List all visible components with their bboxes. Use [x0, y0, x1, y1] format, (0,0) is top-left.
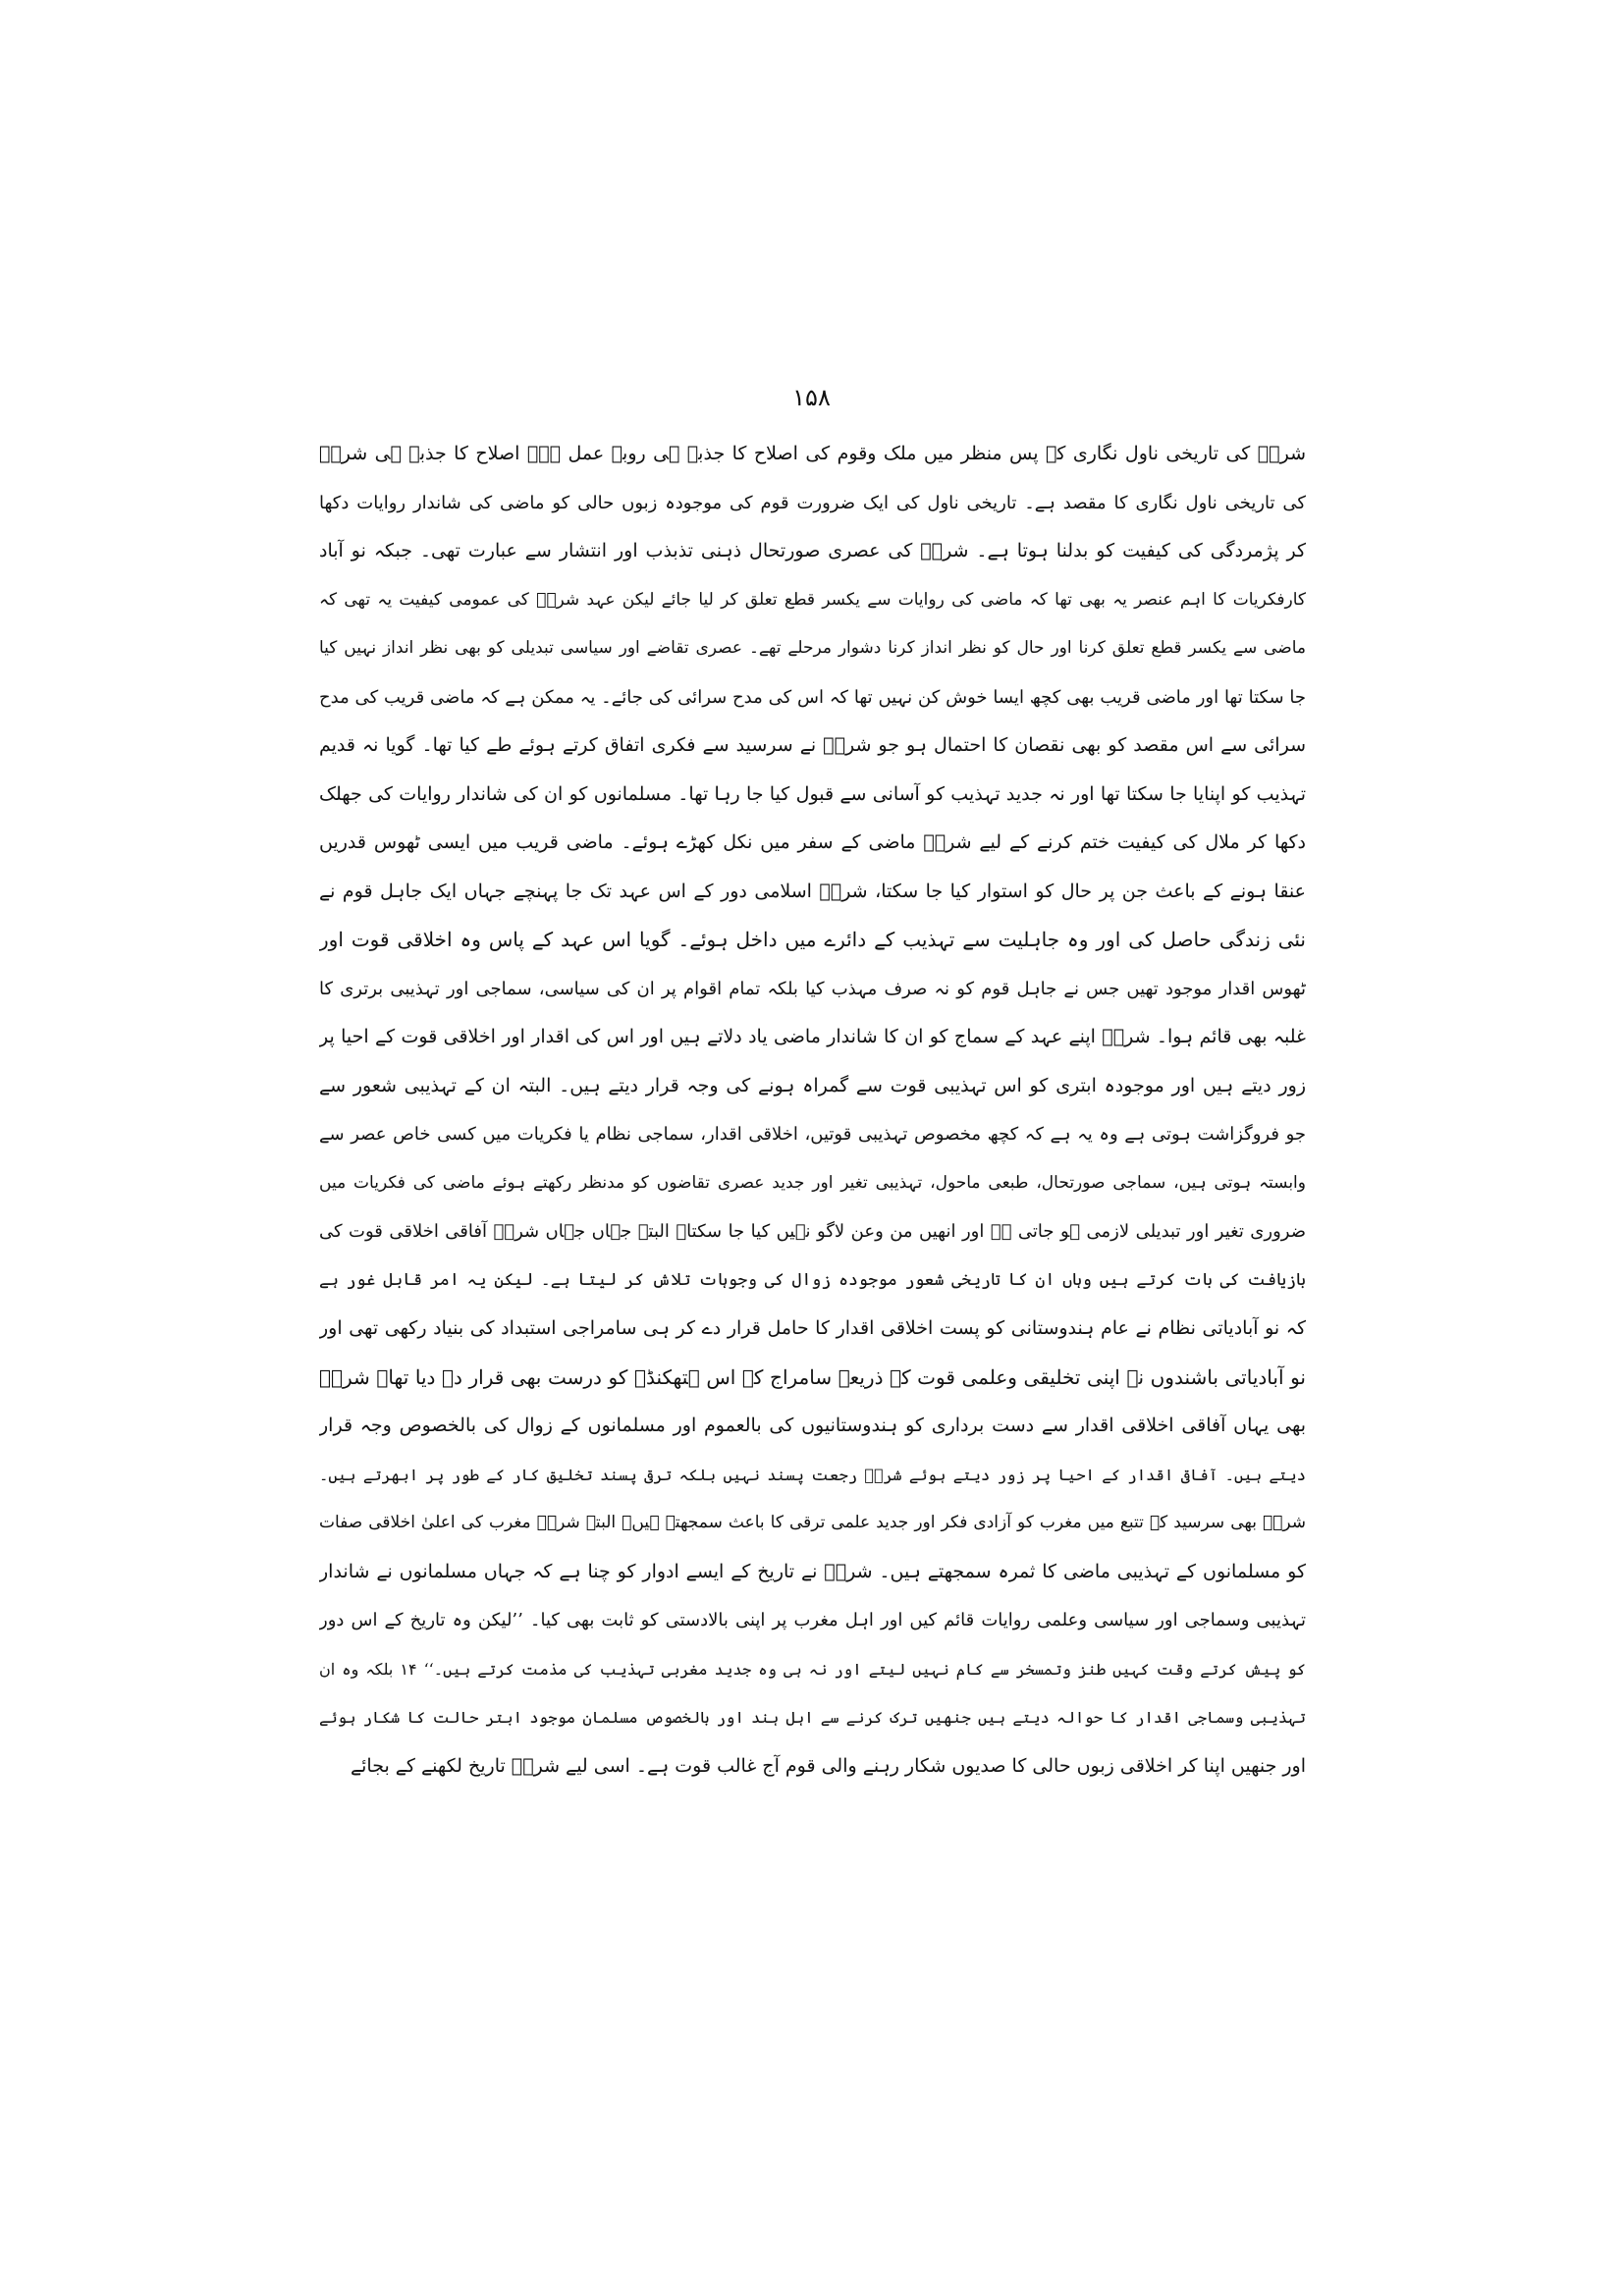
text-line: نئی زندگی حاصل کی اور وہ جاہلیت سے تہذیب کے دائرے میں داخل ہوئے۔ گویا اس عہد کے پاس وہ اخلاقی قوت اور: [319, 928, 1306, 951]
text-line: نو آبادیاتی باشندوں نے اپنی تخلیقی وعلمی قوت کے ذریعے سامراج کے اس ہتھکنڈے کو درست بھی قرار دے دیا تھا۔ شررؔ: [319, 1364, 1306, 1389]
text-line: کر پژمردگی کی کیفیت کو بدلنا ہوتا ہے۔ شررؔ کی عصری صورتحال ذہنی تذبذب اور انتشار سے عبارت تھی۔ جبکہ نو آباد: [319, 540, 1306, 561]
text-line: ٹھوس اقدار موجود تھیں جس نے جاہل قوم کو نہ صرف مہذب کیا بلکہ تمام اقوام پر ان کی سیاسی، سماجی اور تہذیبی برتری کا: [319, 978, 1306, 999]
page-number: ۱۵۸: [792, 384, 831, 411]
text-line: تہذیب کو اپنایا جا سکتا تھا اور نہ جدید تہذیب کو آسانی سے قبول کیا جا رہا تھا۔ مسلمانوں کو ان کی شاندار روایات کی جھلک: [319, 782, 1306, 805]
text-line: بھی یہاں آفاقی اخلاقی اقدار سے دست برداری کو ہندوستانیوں کی بالعموم اور مسلمانوں کے زوال کی بالخصوص وجہ قرار: [319, 1415, 1306, 1436]
text-line: جو فروگزاشت ہوتی ہے وہ یہ ہے کہ کچھ مخصوص تہذیبی قوتیں، اخلاقی اقدار، سماجی نظام یا فکریات میں کسی خاص عصر سے: [319, 1124, 1306, 1145]
text-line: کارفکریات کا اہم عنصر یہ بھی تھا کہ ماضی کی روایات سے یکسر قطع تعلق کر لیا جائے لیکن عہد شررؔ کی عمومی کیفیت یہ تھی کہ: [319, 589, 1306, 610]
text-line: کی تاریخی ناول نگاری کا مقصد ہے۔ تاریخی ناول کی ایک ضرورت قوم کی موجودہ زبوں حالی کو ماضی کی شاندار روایات دکھا: [319, 492, 1306, 513]
text-line: غلبہ بھی قائم ہوا۔ شررؔ اپنے عہد کے سماج کو ان کا شاندار ماضی یاد دلاتے ہیں اور اس کی اقدار اور اخلاقی قوت کے احیا پر: [319, 1026, 1306, 1047]
text-line: تہذیبی وسماجی اقدار کا حوالہ دیتے ہیں جنھیں ترک کرنے سے اہل ہند اور بالخصوص مسلمان موجود ابتر حالت کا شکار ہوئے: [319, 1708, 1306, 1727]
text-line: کہ نو آبادیاتی نظام نے عام ہندوستانی کو پست اخلاقی اقدار کا حامل قرار دے کر ہی سامراجی استبداد کی بنیاد رکھی تھی اور: [319, 1317, 1306, 1339]
body-text: [319, 430, 1306, 1790]
text-line: کو پیش کرتے وقت کہیں طنز وتمسخر سے کام نہیں لیتے اور نہ ہی وہ جدید مغربی تہذیب کی مذمت کرتے ہیں۔‘‘ ۱۴ بلکہ وہ ان: [319, 1659, 1306, 1679]
text-line: کو مسلمانوں کے تہذیبی ماضی کا ثمرہ سمجھتے ہیں۔ شررؔ نے تاریخ کے ایسے ادوار کو چنا ہے کہ جہاں مسلمانوں نے شاندار: [319, 1560, 1306, 1582]
text-line: ماضی سے یکسر قطع تعلق کرنا اور حال کو نظر انداز کرنا دشوار مرحلے تھے۔ عصری تقاضے اور سیاسی تبدیلی کو بھی نظر انداز نہیں کیا: [319, 638, 1306, 658]
text-line: زور دیتے ہیں اور موجودہ ابتری کو اس تہذیبی قوت سے گمراہ ہونے کی وجہ قرار دیتے ہیں۔ البتہ ان کے تہذیبی شعور سے: [319, 1074, 1306, 1096]
text-line: شررؔ کی تاریخی ناول نگاری کے پس منظر میں ملک وقوم کی اصلاح کا جذبہ ہی روبہ عمل ہے۔ اصلاح کا جذبہ ہی شررؔ: [319, 443, 1306, 464]
text-line: سرائی سے اس مقصد کو بھی نقصان کا احتمال ہو جو شررؔ نے سرسید سے فکری اتفاق کرتے ہوئے طے کیا تھا۔ گویا نہ قدیم: [319, 734, 1306, 756]
text-line: عنقا ہونے کے باعث جن پر حال کو استوار کیا جا سکتا، شررؔ اسلامی دور کے اس عہد تک جا پہنچے جہاں ایک جاہل قوم نے: [319, 880, 1306, 902]
text-line: جا سکتا تھا اور ماضی قریب بھی کچھ ایسا خوش کن نہیں تھا کہ اس کی مدح سرائی کی جائے۔ یہ ممکن ہے کہ ماضی قریب کی مدح: [319, 686, 1306, 708]
text-line: تہذیبی وسماجی اور سیاسی وعلمی روایات قائم کیں اور اہل مغرب پر اپنی بالادستی کو ثابت بھی کیا۔ ’’لیکن وہ تاریخ کے اس دور: [319, 1610, 1306, 1630]
text-line: ضروری تغیر اور تبدیلی لازمی ہو جاتی ہے اور انھیں من وعن لاگو نہیں کیا جا سکتا۔ البتہ جہاں جہاں شررؔ آفاقی اخلاقی قوت کی: [319, 1221, 1306, 1242]
text-line: دیتے ہیں۔ آفاقی اقدار کے احیا پر زور دیتے ہوئے شررؔ رجعت پسند نہیں بلکہ ترقی پسند تخلیق کار کے طور پر ابھرتے ہیں۔: [319, 1465, 1306, 1484]
text-line: وابستہ ہوتی ہیں، سماجی صورتحال، طبعی ماحول، تہذیبی تغیر اور جدید عصری تقاضوں کو مدنظر رکھتے ہوئے ماضی کی فکریات میں: [319, 1172, 1306, 1193]
text-line: دکھا کر ملال کی کیفیت ختم کرنے کے لیے شررؔ ماضی کے سفر میں نکل کھڑے ہوئے۔ ماضی قریب میں ایسی ٹھوس قدریں: [319, 831, 1306, 853]
text-line: اور جنھیں اپنا کر اخلاقی زبوں حالی کا صدیوں شکار رہنے والی قوم آج غالب قوت ہے۔ اسی لیے شررؔ تاریخ لکھنے کے بجائے: [351, 1754, 1306, 1777]
text-line: بازیافت کی بات کرتے ہیں وہاں ان کا تاریخی شعور موجودہ زوال کی وجوہات تلاش کر لیتا ہے۔ لیکن یہ امر قابل غور ہے: [319, 1269, 1306, 1290]
text-line: شررؔ بھی سرسید کے تتبع میں مغرب کو آزادی فکر اور جدید علمی ترقی کا باعث سمجھتے ہیں۔ البتہ شررؔ مغرب کی اعلیٰ اخلاقی صفات: [319, 1513, 1306, 1532]
